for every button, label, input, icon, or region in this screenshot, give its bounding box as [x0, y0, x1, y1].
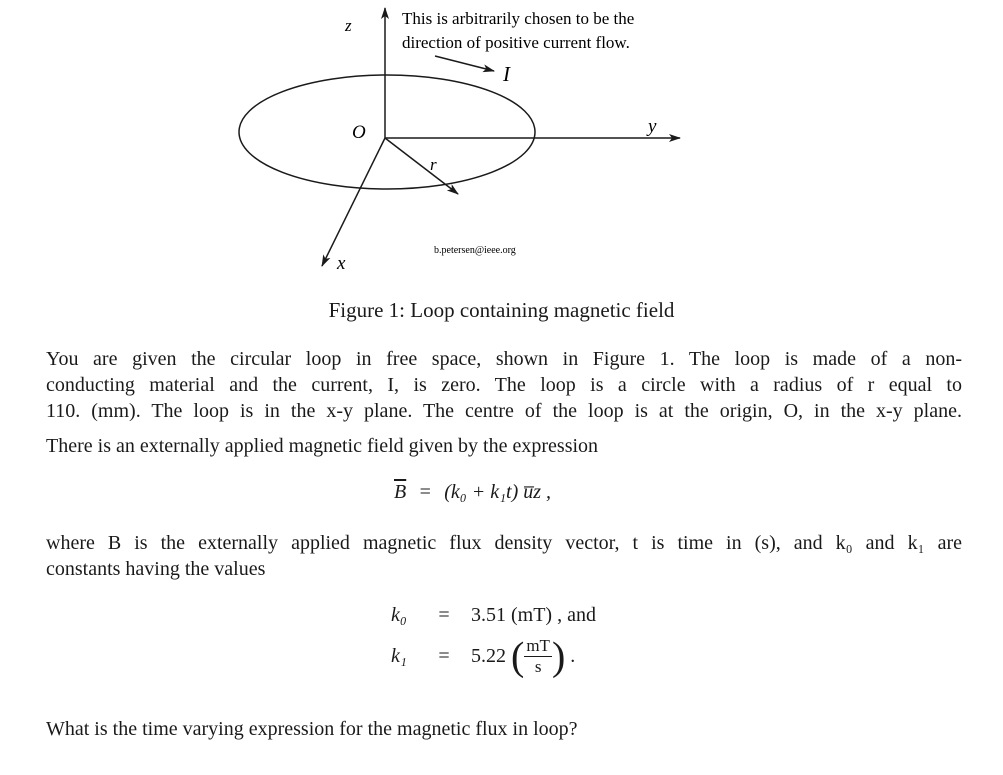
circular-loop [239, 75, 535, 189]
x-axis [322, 138, 385, 266]
origin-label: O [352, 122, 366, 143]
eq-b-equals: = [419, 481, 431, 503]
k1-equation: k₁ = 5.22 ( $\frac{mT}{s}$ ) . [391, 633, 576, 679]
k1-unit-numerator: mT [526, 636, 550, 655]
radius-label: r [430, 155, 437, 174]
problem-line-5: where B is the externally applied magnetic flux density vector, t is time in (s), and k₀ and k₁ are [46, 532, 962, 554]
k1-unit-denominator: s [534, 657, 542, 676]
radius-arrow [385, 138, 458, 194]
y-axis-label: y [648, 116, 657, 137]
k1-value: 5.22 [471, 645, 506, 667]
annotation-line-2: direction of positive current flow. [402, 33, 630, 52]
k1-left-paren: ( [511, 633, 525, 679]
problem-line-2: conducting material and the current, I, is zero. The loop is a circle with a radius of r equal to [46, 374, 962, 396]
problem-line-1: You are given the circular loop in free space, shown in Figure 1. The loop is made of a non- [46, 348, 962, 370]
k0-equals: = [438, 604, 450, 626]
watermark: b.petersen@ieee.org [434, 245, 516, 256]
k0-label: k₀ [391, 604, 407, 626]
eq-b-rhs: (k₀ + k₁t) u̅z , [444, 481, 552, 503]
problem-line-3: 110. (mm). The loop is in the x-y plane. The centre of the loop is at the origin, O, in the x-y plane. [46, 400, 962, 422]
problem-line-6: constants having the values [46, 558, 266, 580]
z-axis-label: z [345, 16, 352, 35]
k1-label: k₁ [391, 645, 407, 667]
k0-value: 3.51 (mT) , and [471, 604, 596, 626]
equation-b [394, 481, 551, 504]
current-direction-arrow [435, 56, 494, 71]
loop-figure [0, 0, 1003, 290]
annotation-line-1: This is arbitrarily chosen to be the [402, 9, 635, 28]
problem-line-4: There is an externally applied magnetic field given by the expression [46, 435, 599, 457]
question-text: What is the time varying expression for the magnetic flux in loop? [46, 718, 578, 740]
k1-unit-fraction [524, 636, 552, 677]
current-label: I [503, 62, 510, 86]
k1-right-paren: ) [551, 633, 566, 679]
x-axis-label: x [337, 253, 346, 274]
eq-b-lhs: $\overline{B}$ [394, 481, 407, 503]
k0-equation [391, 604, 596, 627]
k1-equals: = [438, 645, 450, 667]
figure-caption: Figure 1: Loop containing magnetic field [328, 298, 675, 322]
